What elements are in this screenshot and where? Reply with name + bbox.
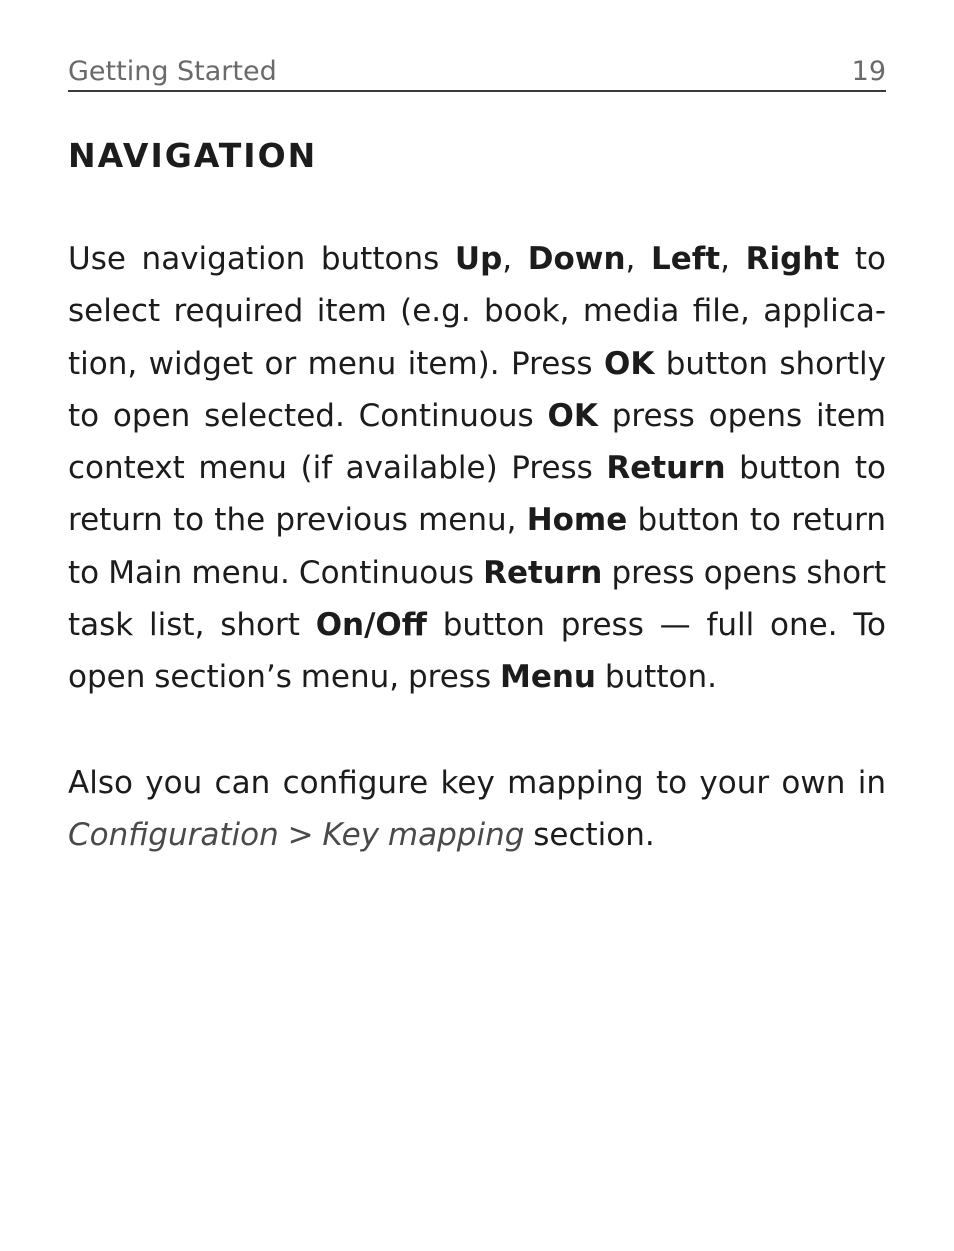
text-run: section.	[524, 817, 655, 854]
key-mapping-paragraph	[68, 757, 886, 862]
section-heading: NAVIGATION	[68, 136, 318, 175]
header-section-name: Getting Started	[68, 56, 277, 87]
text-run: press opens short task list, short	[68, 554, 886, 644]
header-page-number: 19	[851, 56, 886, 87]
text-run: button to return to Main menu. Continuous	[68, 502, 886, 591]
text-run: to select required item (e.g. book, media file, applica-tion, widget or menu item). Press	[68, 241, 886, 382]
key-menu: Menu	[499, 659, 596, 696]
navigation-paragraph	[68, 233, 886, 704]
text-run: ,	[720, 241, 746, 277]
key-up: Up	[454, 241, 503, 277]
text-run: Also you can configure key mapping to your own in	[68, 765, 886, 801]
text-run: button.	[595, 659, 717, 696]
text-run: ,	[502, 241, 528, 277]
key-return: Return	[483, 554, 603, 591]
key-on-off: On/Off	[315, 607, 427, 644]
key-home: Home	[526, 502, 628, 539]
key-left: Left	[651, 241, 721, 277]
text-run: button shortly to open selected. Continuous	[68, 345, 886, 434]
running-header	[68, 54, 886, 92]
key-down: Down	[527, 241, 626, 277]
settings-path: Configuration > Key mapping	[68, 817, 525, 854]
text-run: button to return to the previous menu,	[68, 450, 886, 539]
key-ok: OK	[547, 397, 598, 434]
text-run: Use navigation buttons	[68, 241, 455, 277]
key-right: Right	[745, 241, 840, 277]
text-run: press opens item context menu (if available) Press	[68, 397, 887, 487]
key-return: Return	[606, 450, 726, 487]
text-run: button press — full one. To open section’s menu, press	[68, 607, 886, 696]
text-run: ,	[625, 241, 652, 277]
key-ok: OK	[603, 345, 655, 382]
